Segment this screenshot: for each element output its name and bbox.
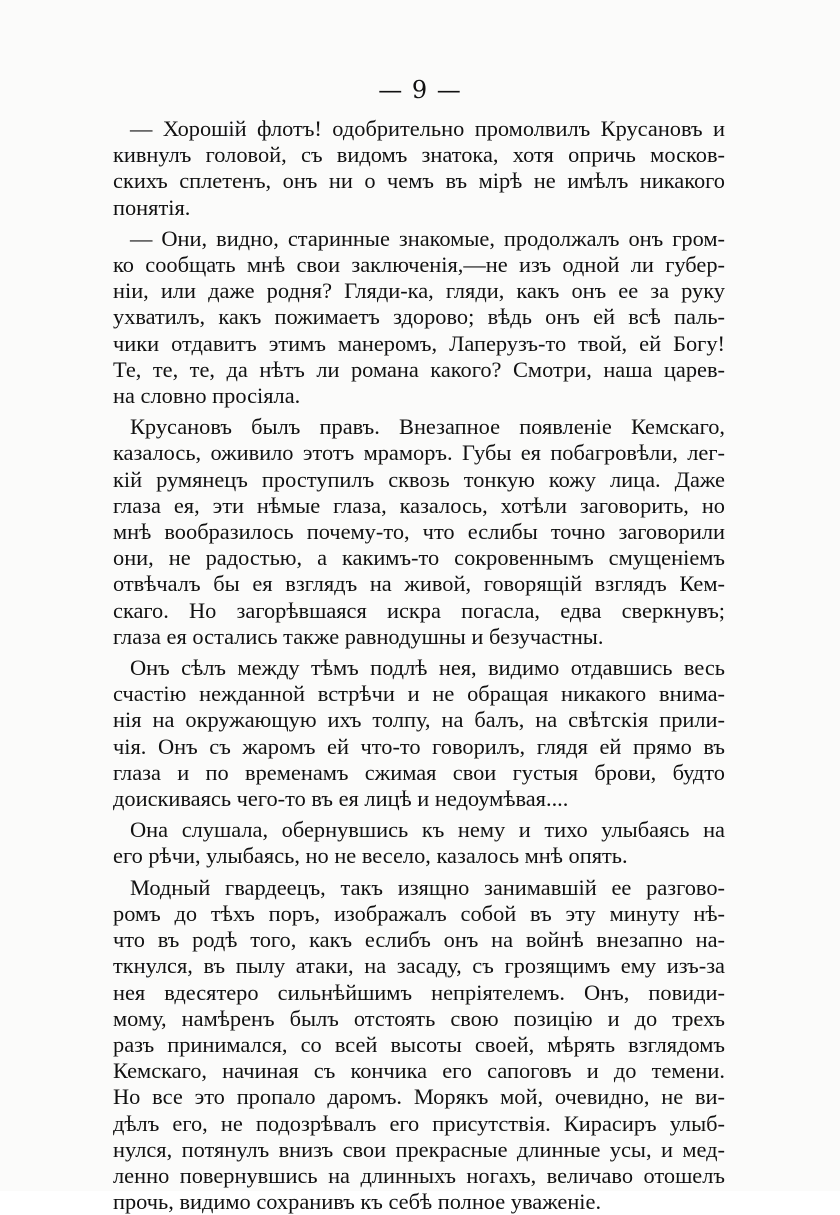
text-line: скаго. Но загорѣвшаяся искра погасла, едва сверкнувъ; [113,597,725,623]
paragraph-5 [113,817,725,869]
text-line: глаза ея остались также равнодушны и безучастны. [113,623,604,649]
text-line: Кемскаго, начиная съ кончика его сапоговъ и до темени. [113,1058,725,1084]
paragraph-1 [113,116,725,221]
text-line: доискиваясь чего-то въ ея лицѣ и недоумѣвая.... [113,786,569,812]
text-line: ухватилъ, какъ пожимаетъ здорово; вѣдь онъ ей всѣ паль- [113,304,725,330]
text-line: понятія. [113,194,191,220]
paragraph-2 [113,226,725,409]
text-line: счастію нежданной встрѣчи и не обращая никакого внима- [113,681,725,707]
page-number: — 9 — [378,76,462,104]
text-line: отвѣчалъ бы ея взглядъ на живой, говорящій взглядъ Кем- [113,571,725,597]
text-line: ленно повернувшись на длинныхъ ногахъ, величаво отошелъ [113,1162,725,1188]
text-line: — Они, видно, старинные знакомые, продолжалъ онъ гром- [130,225,725,251]
text-line: кивнулъ головой, съ видомъ знатока, хотя опричь москов- [113,142,725,168]
text-line: дѣлъ его, не подозрѣвалъ его присутствія. Кирасиръ улыб- [113,1110,725,1136]
text-line: ко сообщать мнѣ свои заключенія,—не изъ одной ли губер- [113,252,725,278]
text-line: мому, намѣренъ былъ отстоять свою позицію и до трехъ [113,1005,725,1031]
text-line: они, не радостью, а какимъ-то сокровеннымъ смущеніемъ [113,545,725,571]
text-line: — Хорошій флотъ! одобрительно промолвилъ Крусановъ и [130,116,725,141]
text-line: скихъ сплетенъ, онъ ни о чемъ въ мірѣ не имѣлъ никакого [113,168,725,194]
text-line: кій румянецъ проступилъ сквозь тонкую кожу лица. Даже [113,466,725,492]
text-line: разъ принимался, со всей высоты своей, мѣрять взглядомъ [113,1031,725,1057]
text-line: казалось, оживило этотъ мраморъ. Губы ея побагровѣли, лег- [113,440,725,466]
text-line: чики отдавитъ этимъ манеромъ, Лаперузъ-то твой, ей Богу! [113,330,725,356]
text-line: Онъ сѣлъ между тѣмъ подлѣ нея, видимо отдавшись весь [130,655,725,681]
text-line: глаза ея, эти нѣмые глаза, казалось, хотѣли заговорить, но [113,492,725,518]
text-line: глаза и по временамъ сжимая свои густыя брови, будто [113,759,725,785]
text-line: его рѣчи, улыбаясь, но не весело, казалось мнѣ опять. [113,843,628,869]
text-line: на словно просіяла. [113,383,301,409]
text-line: прочь, видимо сохранивъ къ себѣ полное уваженіе. [113,1189,602,1215]
text-line: Она слушала, обернувшись къ нему и тихо улыбаясь на [130,817,725,843]
paragraph-6 [113,875,725,1215]
body-text [113,116,725,1215]
text-line: ніи, или даже родня? Гляди-ка, гляди, какъ онъ ее за руку [113,278,725,304]
text-line: Модный гвардеецъ, такъ изящно занимавшій ее разгово- [130,874,725,900]
paragraph-4 [113,655,725,812]
text-line: Те, те, те, да нѣтъ ли романа какого? Смотри, наша царев- [113,356,725,382]
text-line: нія на окружающую ихъ толпу, на балъ, на свѣтскія прили- [113,707,725,733]
text-line: ромъ до тѣхъ поръ, изображалъ собой въ эту минуту нѣ- [113,900,725,926]
text-line: мнѣ вообразилось почему-то, что еслибы точно заговорили [113,519,725,545]
text-line: Но все это пропало даромъ. Морякъ мой, очевидно, не ви- [113,1084,725,1110]
text-line: Крусановъ былъ правъ. Внезапное появленіе Кемскаго, [130,414,725,440]
text-line: что въ родѣ того, какъ еслибъ онъ на войнѣ внезапно на- [113,927,725,953]
text-line: нея вдесятеро сильнѣйшимъ непріятелемъ. Онъ, повиди- [113,979,725,1005]
paragraph-3 [113,414,725,650]
text-line: нулся, потянулъ внизъ свои прекрасные длинные усы, и мед- [113,1136,725,1162]
text-line: ткнулся, въ пылу атаки, на засаду, съ грозящимъ ему изъ-за [113,953,725,979]
text-line: чія. Онъ съ жаромъ ей что-то говорилъ, глядя ей прямо въ [113,733,725,759]
